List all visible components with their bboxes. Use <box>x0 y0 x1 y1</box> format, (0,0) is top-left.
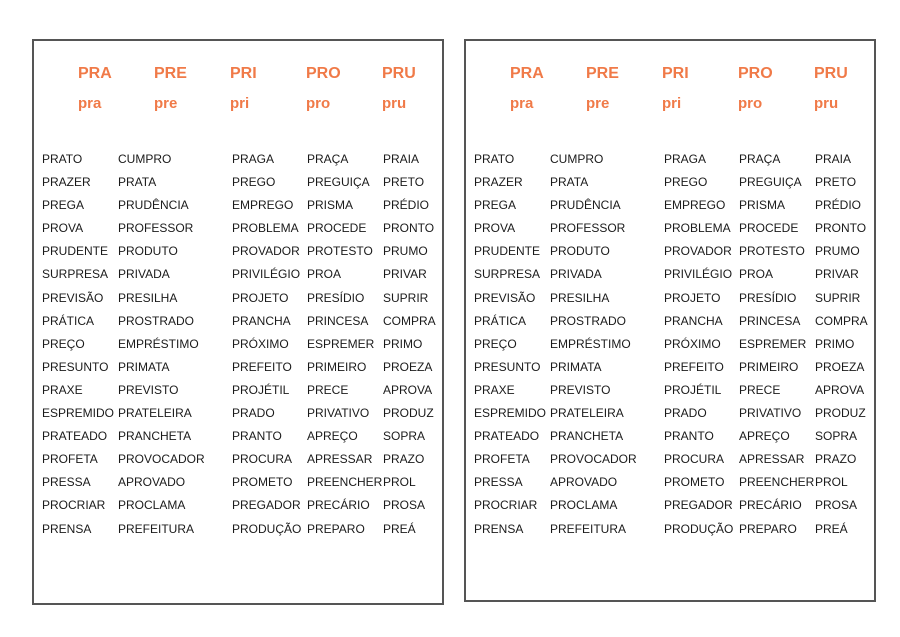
word-cell: PRETO <box>383 175 425 190</box>
word-cell: PREVISTO <box>550 382 611 397</box>
word-cell: SOPRA <box>815 429 858 444</box>
word-row <box>34 471 442 494</box>
word-cell: PRAÇA <box>739 152 781 166</box>
word-cell: PRAIA <box>815 152 852 166</box>
syllable-header-upper <box>466 65 874 89</box>
word-cell: PROCEDE <box>739 221 799 236</box>
word-cell: PRIVADA <box>550 267 602 282</box>
word-cell: PRIVAR <box>815 267 859 282</box>
word-cell: PRESILHA <box>118 290 178 305</box>
word-cell: PREFEITO <box>664 359 724 374</box>
word-cell: PREVISTO <box>118 382 179 397</box>
word-cell: CUMPRO <box>118 152 172 166</box>
word-cell: CUMPRO <box>550 152 604 166</box>
word-row <box>34 494 442 517</box>
word-row <box>34 148 442 171</box>
header-pra-upper: PRA <box>510 65 544 82</box>
word-cell: PRIMO <box>815 336 855 351</box>
word-cell: PREFEITURA <box>118 521 195 536</box>
word-row <box>466 402 874 425</box>
word-cell: PROCURA <box>664 452 725 467</box>
word-cell: PREÇO <box>474 336 517 351</box>
word-cell: PRESÍDIO <box>739 290 797 305</box>
word-cell: PRINCESA <box>739 313 801 328</box>
word-cell: PRODUTO <box>118 244 178 259</box>
word-cell: PRIVAR <box>383 267 427 282</box>
word-cell: PREFEITURA <box>550 521 627 536</box>
word-row <box>34 379 442 402</box>
word-cell: PROJETO <box>664 290 721 305</box>
word-cell: PREGUIÇA <box>307 175 370 190</box>
word-cell: EMPREGO <box>664 198 726 213</box>
word-cell: PRATA <box>118 175 157 190</box>
word-cell: PRISMA <box>307 198 354 213</box>
word-cell: SUPRIR <box>815 290 861 305</box>
word-row <box>466 379 874 402</box>
word-cell: PROMETO <box>232 475 293 490</box>
word-cell: PRANCHETA <box>550 429 624 444</box>
word-cell: PREVISÃO <box>474 290 536 305</box>
header-pre-lower: pre <box>154 95 178 112</box>
word-cell: PRUDENTE <box>474 244 541 259</box>
word-cell: PRAIA <box>383 152 420 166</box>
word-cell: PRATEADO <box>474 429 540 444</box>
word-cell: PRUMO <box>815 244 860 259</box>
word-cell: PREGA <box>474 198 517 213</box>
word-cell: PROA <box>307 267 342 282</box>
header-pri-upper: PRI <box>230 65 257 82</box>
word-cell: PRODUZ <box>383 406 434 421</box>
word-cell: PREPARO <box>307 521 365 536</box>
word-cell: PROEZA <box>383 359 433 374</box>
word-cell: PRATELEIRA <box>118 406 192 421</box>
word-cell: PRÓXIMO <box>664 336 721 351</box>
syllable-header-upper <box>34 65 442 89</box>
word-list <box>34 148 442 541</box>
word-cell: SURPRESA <box>42 267 109 282</box>
header-pro-lower: pro <box>738 95 763 112</box>
word-row <box>34 425 442 448</box>
word-row <box>34 356 442 379</box>
word-cell: PRANCHA <box>232 313 291 328</box>
word-row <box>466 518 874 541</box>
word-row <box>466 310 874 333</box>
header-pri-upper: PRI <box>662 65 689 82</box>
word-cell: APREÇO <box>307 429 358 444</box>
word-cell: PRIVATIVO <box>739 406 802 421</box>
word-cell: PROVA <box>42 221 84 236</box>
word-cell: PROCEDE <box>307 221 367 236</box>
word-cell: PROSTRADO <box>118 313 195 328</box>
word-cell: PRECÁRIO <box>739 498 802 513</box>
word-row <box>34 310 442 333</box>
word-cell: PROA <box>739 267 774 282</box>
word-cell: PRAZER <box>474 175 523 190</box>
word-cell: PRESSA <box>474 475 523 490</box>
word-row <box>34 518 442 541</box>
word-cell: PROTESTO <box>307 244 373 259</box>
word-cell: PREGADOR <box>232 498 301 513</box>
word-cell: PREGADOR <box>664 498 733 513</box>
word-row <box>34 333 442 356</box>
word-cell: SOPRA <box>383 429 426 444</box>
word-cell: COMPRA <box>383 313 436 328</box>
word-cell: PROSA <box>383 498 426 513</box>
word-cell: SUPRIR <box>383 290 429 305</box>
word-cell: PROEZA <box>815 359 865 374</box>
word-cell: PRAÇA <box>307 152 349 166</box>
word-row <box>466 240 874 263</box>
word-cell: PRODUZ <box>815 406 866 421</box>
word-cell: PREGUIÇA <box>739 175 802 190</box>
header-pro-lower: pro <box>306 95 331 112</box>
word-cell: PRESUNTO <box>42 359 109 374</box>
header-pru-upper: PRU <box>382 65 416 82</box>
word-cell: PRÓXIMO <box>232 336 289 351</box>
word-cell: PROMETO <box>664 475 725 490</box>
word-cell: PRÁTICA <box>474 313 527 328</box>
header-pri-lower: pri <box>230 95 250 112</box>
word-cell: PRECÁRIO <box>307 498 370 513</box>
word-cell: PRANCHETA <box>118 429 192 444</box>
word-cell: PRUMO <box>383 244 428 259</box>
word-row <box>466 263 874 286</box>
word-cell: PRADO <box>664 406 707 421</box>
word-cell: PREGO <box>232 175 276 190</box>
word-cell: PROSTRADO <box>550 313 627 328</box>
header-pru-upper: PRU <box>814 65 848 82</box>
word-cell: PRINCESA <box>307 313 369 328</box>
word-row <box>34 402 442 425</box>
word-cell: PRATELEIRA <box>550 406 624 421</box>
word-cell: PRIMATA <box>550 359 602 374</box>
word-cell: PRAXE <box>42 382 83 397</box>
word-cell: PRAGA <box>232 152 275 166</box>
word-row <box>466 448 874 471</box>
word-cell: PROFESSOR <box>118 221 194 236</box>
word-cell: ESPREMIDO <box>42 406 115 421</box>
header-pra-upper: PRA <box>78 65 112 82</box>
word-cell: PROSA <box>815 498 858 513</box>
word-card-left <box>32 39 444 605</box>
word-cell: PROVA <box>474 221 516 236</box>
header-pra-lower: pra <box>510 95 534 112</box>
word-cell: PRIVADA <box>118 267 170 282</box>
header-pra-lower: pra <box>78 95 102 112</box>
word-cell: SURPRESA <box>474 267 541 282</box>
word-cell: PRECE <box>307 382 349 397</box>
word-cell: EMPRÉSTIMO <box>550 336 631 351</box>
word-cell: PREFEITO <box>232 359 292 374</box>
word-cell: PRODUÇÃO <box>232 521 302 536</box>
word-cell: PRAZO <box>383 452 425 467</box>
word-cell: PRECE <box>739 382 781 397</box>
word-cell: ESPREMER <box>739 336 807 351</box>
word-cell: PRANCHA <box>664 313 723 328</box>
header-pru-lower: pru <box>382 95 407 112</box>
word-cell: PRUDÊNCIA <box>550 198 621 213</box>
word-cell: PRONTO <box>815 221 867 236</box>
word-row <box>466 217 874 240</box>
syllable-header-lower <box>466 95 874 119</box>
word-cell: PREÁ <box>383 521 416 536</box>
word-cell: PRENSA <box>42 521 92 536</box>
header-pro-upper: PRO <box>306 65 341 82</box>
word-cell: PRISMA <box>739 198 786 213</box>
word-cell: PRAXE <box>474 382 515 397</box>
word-row <box>34 287 442 310</box>
word-row <box>466 425 874 448</box>
word-cell: PROTESTO <box>739 244 805 259</box>
word-cell: PROCRIAR <box>474 498 538 513</box>
word-cell: PREVISÃO <box>42 290 104 305</box>
word-cell: PROCLAMA <box>550 498 618 513</box>
word-cell: PROVADOR <box>664 244 732 259</box>
word-row <box>34 194 442 217</box>
word-cell: PRÁTICA <box>42 313 95 328</box>
word-cell: PROBLEMA <box>664 221 731 236</box>
word-cell: PROL <box>383 475 416 490</box>
word-cell: APROVA <box>383 382 433 397</box>
word-cell: ESPREMIDO <box>474 406 547 421</box>
word-row <box>34 217 442 240</box>
word-cell: PROVADOR <box>232 244 300 259</box>
header-pre-upper: PRE <box>586 65 619 82</box>
word-cell: PRAGA <box>664 152 707 166</box>
word-cell: PRIVILÉGIO <box>232 267 301 282</box>
word-cell: PRADO <box>232 406 275 421</box>
word-row <box>34 171 442 194</box>
word-row <box>466 148 874 171</box>
word-cell: PROFESSOR <box>550 221 626 236</box>
word-cell: PROJÉTIL <box>664 382 722 397</box>
word-card-right <box>464 39 876 602</box>
header-pri-lower: pri <box>662 95 682 112</box>
word-cell: APREÇO <box>739 429 790 444</box>
word-cell: PRANTO <box>664 429 714 444</box>
word-cell: APROVADO <box>550 475 618 490</box>
word-cell: ESPREMER <box>307 336 375 351</box>
word-cell: PRATO <box>42 152 83 166</box>
header-pro-upper: PRO <box>738 65 773 82</box>
word-cell: PROFETA <box>42 452 98 467</box>
word-cell: PREGA <box>42 198 85 213</box>
word-cell: PROCLAMA <box>118 498 186 513</box>
word-cell: PROJETO <box>232 290 289 305</box>
word-cell: PRESILHA <box>550 290 610 305</box>
word-cell: APRESSAR <box>739 452 805 467</box>
word-cell: PREÁ <box>815 521 848 536</box>
word-cell: PROCRIAR <box>42 498 106 513</box>
word-row <box>34 448 442 471</box>
header-pre-lower: pre <box>586 95 610 112</box>
syllable-header-lower <box>34 95 442 119</box>
word-cell: PRIMEIRO <box>739 359 799 374</box>
word-row <box>466 287 874 310</box>
word-cell: APRESSAR <box>307 452 373 467</box>
word-row <box>466 171 874 194</box>
word-cell: PRUDENTE <box>42 244 109 259</box>
word-row <box>34 263 442 286</box>
word-cell: PRATEADO <box>42 429 108 444</box>
word-cell: PROL <box>815 475 848 490</box>
word-cell: PRIMEIRO <box>307 359 367 374</box>
word-cell: PRATA <box>550 175 589 190</box>
word-cell: PRIVILÉGIO <box>664 267 733 282</box>
word-list <box>466 148 874 541</box>
word-cell: APROVADO <box>118 475 186 490</box>
word-row <box>466 333 874 356</box>
word-cell: PREENCHER <box>739 475 815 490</box>
word-cell: PRÉDIO <box>815 198 862 213</box>
header-pre-upper: PRE <box>154 65 187 82</box>
word-cell: PROVOCADOR <box>550 452 637 467</box>
word-cell: PRÉDIO <box>383 198 430 213</box>
word-cell: PRONTO <box>383 221 435 236</box>
word-row <box>466 494 874 517</box>
word-cell: PRAZO <box>815 452 857 467</box>
word-cell: PRENSA <box>474 521 524 536</box>
word-cell: PRUDÊNCIA <box>118 198 189 213</box>
word-row <box>466 356 874 379</box>
word-cell: PREGO <box>664 175 708 190</box>
word-cell: PRIVATIVO <box>307 406 370 421</box>
word-cell: PROBLEMA <box>232 221 299 236</box>
word-cell: PRETO <box>815 175 857 190</box>
word-cell: PROVOCADOR <box>118 452 205 467</box>
word-cell: PREÇO <box>42 336 85 351</box>
word-cell: APROVA <box>815 382 865 397</box>
word-cell: PRESUNTO <box>474 359 541 374</box>
word-row <box>466 471 874 494</box>
word-cell: PRESÍDIO <box>307 290 365 305</box>
word-cell: PRIMATA <box>118 359 170 374</box>
word-cell: PRATO <box>474 152 515 166</box>
header-pru-lower: pru <box>814 95 839 112</box>
word-cell: PREENCHER <box>307 475 383 490</box>
word-row <box>466 194 874 217</box>
word-cell: EMPREGO <box>232 198 294 213</box>
word-cell: PROJÉTIL <box>232 382 290 397</box>
word-cell: EMPRÉSTIMO <box>118 336 199 351</box>
word-cell: PRODUTO <box>550 244 610 259</box>
word-cell: PROFETA <box>474 452 530 467</box>
word-cell: PROCURA <box>232 452 293 467</box>
word-cell: PRODUÇÃO <box>664 521 734 536</box>
word-cell: PRESSA <box>42 475 91 490</box>
word-cell: PRAZER <box>42 175 91 190</box>
word-cell: COMPRA <box>815 313 868 328</box>
word-row <box>34 240 442 263</box>
word-cell: PRANTO <box>232 429 282 444</box>
word-cell: PREPARO <box>739 521 797 536</box>
word-cell: PRIMO <box>383 336 423 351</box>
